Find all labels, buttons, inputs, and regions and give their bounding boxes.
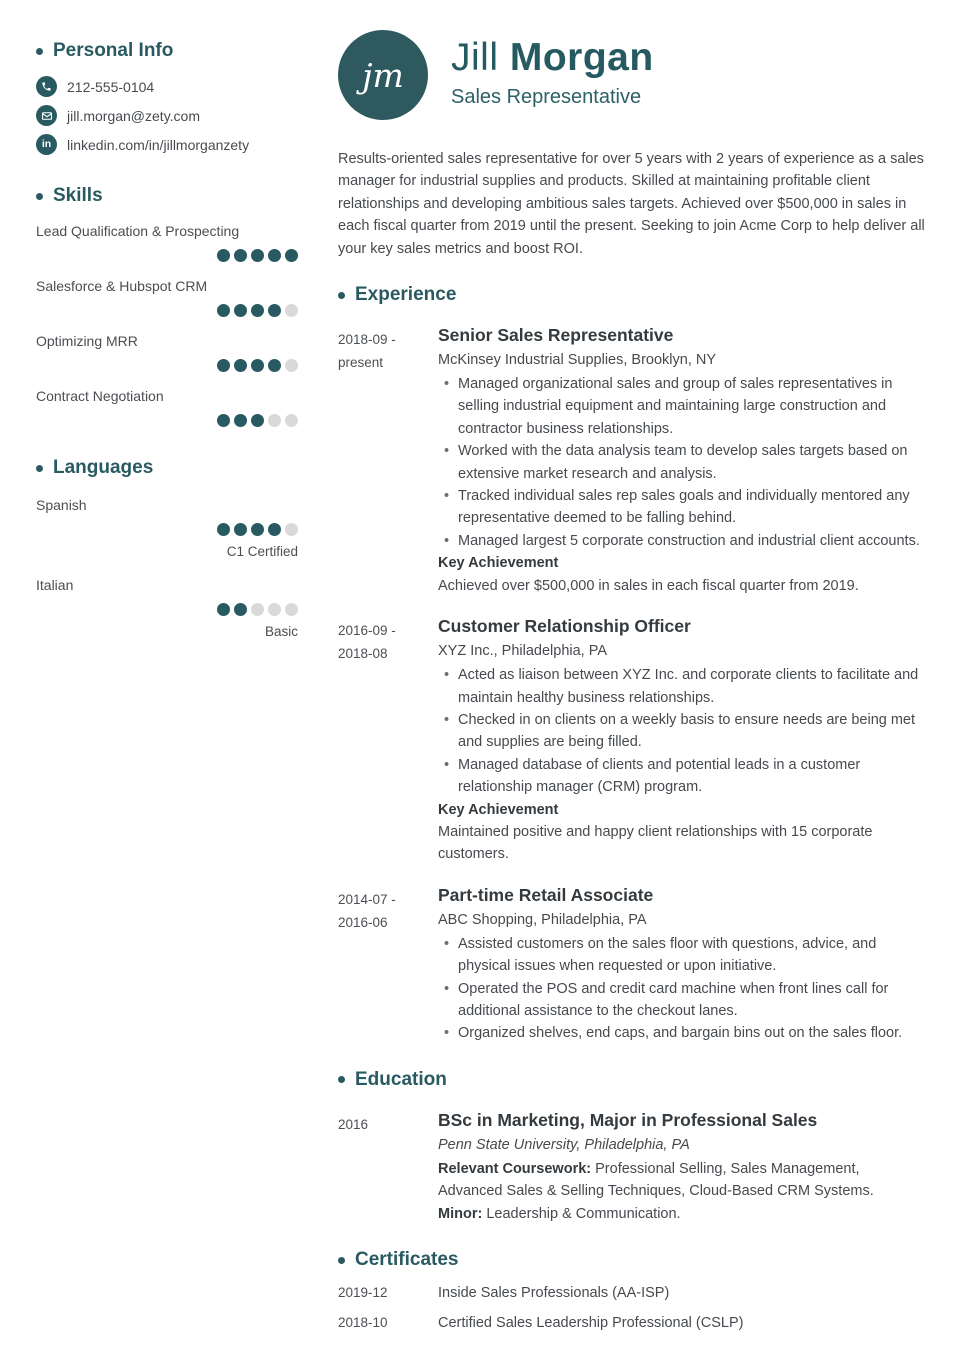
- key-achievement-text: Achieved over $500,000 in sales in each fiscal quarter from 2019.: [438, 577, 859, 594]
- date-end: 2016-06: [338, 914, 388, 930]
- certificate-entry: [338, 1285, 926, 1301]
- entry-bullet-list: [438, 664, 926, 798]
- education-entry: [338, 1110, 926, 1225]
- level-dot-filled: [268, 359, 281, 372]
- entry-bullet: • Worked with the data analysis team to develop sales targets based on extensive market research and analysis.: [438, 440, 926, 485]
- linkedin-icon-label: in: [41, 138, 52, 151]
- languages-title: Languages: [53, 457, 154, 478]
- date-start: 2016-09 -: [338, 623, 396, 639]
- level-dot-filled: [217, 304, 230, 317]
- skill-label: Contract Negotiation: [36, 388, 164, 404]
- experience-entry: [338, 885, 926, 1045]
- entry-bullet: • Managed organizational sales and group of sales representatives in selling industrial equipment and maintaining large construction and contractor business relationships.: [438, 373, 926, 440]
- entry-body: [438, 885, 926, 1045]
- last-name: Morgan: [509, 36, 654, 79]
- section-bullet-icon: [338, 1076, 345, 1083]
- certificates-section: [338, 1249, 926, 1331]
- skill-item: [36, 278, 298, 317]
- entry-dates: [338, 325, 438, 597]
- coursework-text: Professional Selling, Sales Management, Advanced Sales & Selling Techniques, Cloud-Based CRM Systems.: [438, 1160, 874, 1200]
- entry-body: [438, 616, 926, 866]
- level-dot-filled: [234, 414, 247, 427]
- avatar: [338, 30, 428, 120]
- level-dot-filled: [234, 523, 247, 536]
- level-dot-filled: [251, 304, 264, 317]
- level-dot-filled: [251, 523, 264, 536]
- section-bullet-icon: [36, 48, 43, 55]
- entry-bullet: • Tracked individual sales rep sales goals and individually mentored any representative deemed to be falling behind.: [438, 485, 926, 530]
- skill-level-dots: [36, 414, 298, 427]
- experience-title: Experience: [355, 284, 457, 306]
- level-dot-empty: [268, 414, 281, 427]
- education-heading: [338, 1069, 926, 1091]
- contact-phone: [36, 76, 298, 97]
- level-dot-filled: [251, 359, 264, 372]
- entry-company: ABC Shopping, Philadelphia, PA: [438, 911, 647, 928]
- level-dot-empty: [285, 304, 298, 317]
- school-name: Penn State University, Philadelphia, PA: [438, 1136, 690, 1153]
- section-bullet-icon: [36, 465, 43, 472]
- date-end: 2018-08: [338, 646, 388, 662]
- email-address[interactable]: jill.morgan@zety.com: [67, 107, 200, 124]
- entry-bullet-list: [438, 373, 926, 552]
- key-achievement-label: Key Achievement: [438, 555, 559, 572]
- skill-label: Salesforce & Hubspot CRM: [36, 278, 208, 294]
- certificate-name: Inside Sales Professionals (AA-ISP): [438, 1285, 670, 1301]
- level-dot-empty: [285, 414, 298, 427]
- certificate-entry: [338, 1315, 926, 1331]
- personal-info-title: Personal Info: [53, 40, 174, 61]
- entry-bullet: • Acted as liaison between XYZ Inc. and corporate clients to facilitate and maintain healthy business relationships.: [438, 664, 926, 709]
- level-dot-filled: [217, 603, 230, 616]
- sidebar: [36, 40, 298, 639]
- coursework-line: [438, 1158, 926, 1203]
- skills-section: [36, 185, 298, 427]
- skill-item: [36, 223, 298, 262]
- date-start: 2018-09 -: [338, 332, 396, 348]
- level-dot-filled: [234, 359, 247, 372]
- languages-section: [36, 457, 298, 639]
- experience-heading: [338, 284, 926, 306]
- minor-text: Leadership & Communication.: [486, 1205, 681, 1222]
- full-name: [451, 36, 654, 81]
- first-name: Jill: [451, 36, 499, 79]
- contact-linkedin: [36, 134, 298, 155]
- skill-item: [36, 333, 298, 372]
- entry-bullet: • Organized shelves, end caps, and bargain bins out on the sales floor.: [438, 1022, 926, 1044]
- entry-bullet-list: [438, 933, 926, 1045]
- entry-body: [438, 1110, 926, 1225]
- entry-bullet: • Managed database of clients and potential leads in a customer relationship manager (CRM) program.: [438, 754, 926, 799]
- education-section: [338, 1069, 926, 1225]
- section-bullet-icon: [338, 1257, 345, 1264]
- avatar-initials: jm: [362, 55, 404, 95]
- certificates-heading: [338, 1249, 926, 1271]
- section-bullet-icon: [36, 193, 43, 200]
- level-dot-filled: [268, 249, 281, 262]
- personal-info-heading: [36, 40, 298, 62]
- date-start: 2014-07 -: [338, 891, 396, 907]
- level-dot-empty: [285, 603, 298, 616]
- skill-level-dots: [36, 304, 298, 317]
- coursework-label: Relevant Coursework:: [438, 1160, 592, 1177]
- level-dot-filled: [217, 523, 230, 536]
- date-end: present: [338, 355, 384, 371]
- skill-level-dots: [36, 249, 298, 262]
- entry-bullet: • Operated the POS and credit card machine when front lines call for additional assistance to the checkout lanes.: [438, 978, 926, 1023]
- level-dot-empty: [285, 359, 298, 372]
- main-column: [338, 30, 926, 1331]
- linkedin-icon: [36, 134, 57, 155]
- key-achievement-label: Key Achievement: [438, 801, 559, 818]
- contact-list: [36, 76, 298, 155]
- professional-summary: Results-oriented sales representative for over 5 years with 2 years of experience as a sales manager for industrial supplies and products. Skilled at maintaining profitable client relationships and developing ambitious sales targets. Achieved over $500,000 in sales in each fiscal quarter from 2019 until the present. Seeking to join Acme Corp to help deliver all your key sales metrics and boost ROI.: [338, 151, 925, 257]
- linkedin-url[interactable]: linkedin.com/in/jillmorganzety: [67, 136, 250, 153]
- skills-title: Skills: [53, 185, 103, 206]
- certificates-title: Certificates: [355, 1249, 459, 1270]
- language-level-dots: [36, 523, 298, 536]
- phone-number: 212-555-0104: [67, 78, 155, 95]
- skills-heading: [36, 185, 298, 207]
- language-item: [36, 577, 298, 639]
- section-bullet-icon: [338, 292, 345, 299]
- level-dot-filled: [268, 523, 281, 536]
- language-label: Spanish: [36, 497, 87, 513]
- certificate-date: 2018-10: [338, 1315, 388, 1330]
- level-dot-filled: [285, 249, 298, 262]
- level-dot-filled: [251, 249, 264, 262]
- date-year: 2016: [338, 1116, 369, 1132]
- degree-title: BSc in Marketing, Major in Professional Sales: [438, 1109, 818, 1130]
- language-level-dots: [36, 603, 298, 616]
- resume-header: [338, 30, 926, 120]
- language-level-label: C1 Certified: [226, 544, 298, 559]
- minor-line: [438, 1203, 926, 1225]
- contact-email: [36, 105, 298, 126]
- key-achievement-text: Maintained positive and happy client relationships with 15 corporate customers.: [438, 823, 873, 863]
- level-dot-filled: [234, 304, 247, 317]
- certificate-date: 2019-12: [338, 1285, 388, 1300]
- entry-company: XYZ Inc., Philadelphia, PA: [438, 643, 607, 660]
- name-block: [451, 30, 654, 120]
- education-title: Education: [355, 1068, 447, 1090]
- level-dot-filled: [251, 414, 264, 427]
- skill-item: [36, 388, 298, 427]
- level-dot-filled: [234, 249, 247, 262]
- job-title: Sales Representative: [451, 85, 642, 108]
- entry-job-title: Senior Sales Representative: [438, 325, 674, 346]
- level-dot-filled: [217, 414, 230, 427]
- level-dot-empty: [268, 603, 281, 616]
- experience-entry: [338, 325, 926, 597]
- entry-body: [438, 325, 926, 597]
- languages-heading: [36, 457, 298, 479]
- language-level-label: Basic: [264, 624, 298, 639]
- skill-label: Optimizing MRR: [36, 333, 138, 349]
- language-item: [36, 497, 298, 559]
- level-dot-empty: [285, 523, 298, 536]
- level-dot-filled: [268, 304, 281, 317]
- skill-label: Lead Qualification & Prospecting: [36, 223, 240, 239]
- entry-bullet: • Checked in on clients on a weekly basis to ensure needs are being met and supplies are being filled.: [438, 709, 926, 754]
- entry-bullet: • Managed largest 5 corporate construction and industrial client accounts.: [438, 530, 926, 552]
- entry-company: McKinsey Industrial Supplies, Brooklyn, NY: [438, 352, 717, 369]
- level-dot-empty: [251, 603, 264, 616]
- entry-bullet: • Assisted customers on the sales floor with questions, advice, and physical issues when requested or upon initiative.: [438, 933, 926, 978]
- minor-label: Minor:: [438, 1205, 483, 1222]
- email-icon: [36, 105, 57, 126]
- level-dot-filled: [217, 249, 230, 262]
- level-dot-filled: [234, 603, 247, 616]
- experience-section: [338, 284, 926, 1045]
- entry-job-title: Customer Relationship Officer: [438, 616, 691, 637]
- entry-dates: [338, 885, 438, 1045]
- level-dot-filled: [217, 359, 230, 372]
- entry-dates: [338, 1110, 438, 1225]
- entry-job-title: Part-time Retail Associate: [438, 884, 654, 905]
- certificate-name: Certified Sales Leadership Professional (CSLP): [438, 1315, 744, 1331]
- skill-level-dots: [36, 359, 298, 372]
- entry-dates: [338, 616, 438, 866]
- phone-icon: [36, 76, 57, 97]
- experience-entry: [338, 616, 926, 866]
- language-label: Italian: [36, 577, 74, 593]
